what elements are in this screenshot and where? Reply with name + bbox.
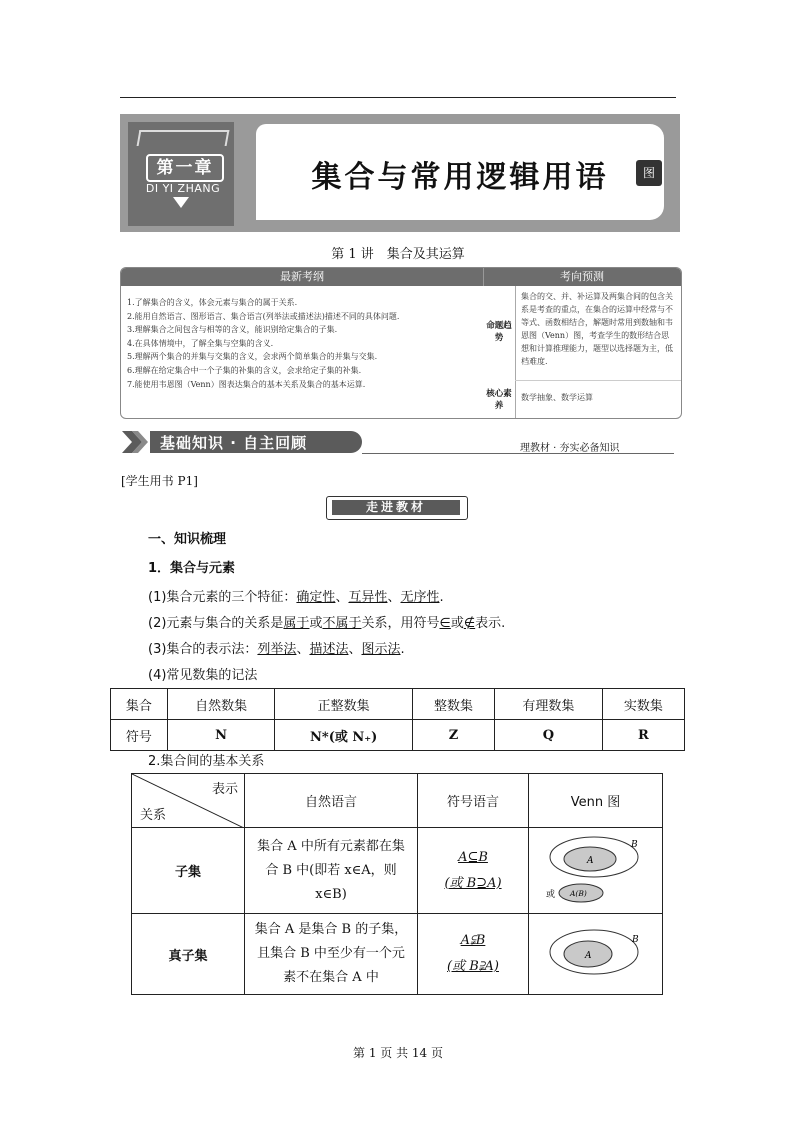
outline-item: 7.能使用韦恩图（Venn）图表达集合的基本关系及集合的基本运算. [127,379,366,389]
row-divider [515,380,681,381]
text: 、 [348,642,362,657]
desc-line: 且集合 B 中至少有一个元 [257,946,405,961]
text: . [439,590,444,605]
symbol-line: (或 B⊇A) [444,875,502,891]
section-title: 基础知识 · 自主回顾 [160,434,308,452]
table-row [132,774,663,828]
table-cell: 自然数集 [167,689,275,720]
symbol-line: A⊆B [458,849,488,865]
relation-description [245,828,418,914]
trend-text: 集合的交、并、补运算及两集合间的包含关系是考查的重点，在集合的运算中经常与不等式、函数相结合，解题时常用到数轴和韦恩图（Venn）图，考查学生的数形结合思想和计算推理能力，题型以选择题为主，低档难度. [521,292,673,366]
table-cell: 有理数集 [495,689,603,720]
table-row [111,689,685,720]
exam-forecast-header: 考向预测 [560,270,604,283]
exam-outline-header: 最新考纲 [280,270,324,283]
answer: 互异性 [348,590,388,605]
table-cell: 实数集 [602,689,684,720]
chapter-badge-pinyin: DI YI ZHANG [145,182,221,195]
table-cell: Q [495,720,603,751]
relation-description [245,914,418,995]
exam-info-table [120,267,682,419]
venn-label-b: B [630,839,638,850]
chapter-title: 集合与常用逻辑用语 [311,160,609,195]
symbol-line: (或 B⫌A) [447,959,499,974]
text: (3)集合的表示法： [148,642,258,657]
corner-cell [132,774,245,828]
outline-item: 4.在具体情境中，了解全集与空集的含义. [127,338,274,348]
relation-name: 子集 [132,828,245,914]
walk-label: 走进教材 [332,500,460,515]
table-cell: 正整数集 [275,689,412,720]
corner-bottom-label: 关系 [140,808,167,823]
table-header: 符号语言 [418,774,529,828]
core-label: 核心素养 [486,389,512,411]
table-row [132,828,663,914]
badge-ornament [137,130,230,146]
table-cell: R [602,720,684,751]
answer: ∉ [463,616,476,631]
venn-label-a: A [584,951,591,961]
outline-item: 2.能用自然语言、图形语言、集合语言(列举法或描述法)描述不同的具体问题. [127,311,400,321]
venn-cell [529,828,663,914]
text: 或 [450,616,464,631]
table-header: Venn 图 [529,774,663,828]
answer: 列举法 [257,642,297,657]
chevron-right-icon [122,431,148,453]
outline-item: 5.理解两个集合的并集与交集的含义，会求两个简单集合的并集与交集. [127,352,378,362]
text: . [400,642,405,657]
venn-proper-subset-diagram [536,922,656,982]
relation-symbol [418,828,529,914]
text: 、 [387,590,401,605]
outline-item: 6.理解在给定集合中一个子集的补集的含义，会求给定子集的补集. [127,365,362,375]
venn-subset-diagram [536,831,656,907]
table-cell: Z [412,720,494,751]
chapter-badge-label: 第一章 [146,154,224,182]
answer: 无序性 [400,590,440,605]
paragraph-properties [148,586,444,605]
answer: 确定性 [296,590,336,605]
section-subtitle: 理教材 · 夯实必备知识 [520,443,620,454]
venn-inner-label: A(B) [569,888,587,898]
table-cell: N*(或 N₊) [275,720,412,751]
outline-item: 1.了解集合的含义，体会元素与集合的属于关系. [127,298,298,307]
symbol-line: A⫋B [460,933,486,948]
table-row [132,914,663,995]
down-arrow-icon [173,197,189,208]
text: 、 [335,590,349,605]
header-divider [483,268,484,286]
heading-sets-elements: 1．集合与元素 [148,561,236,576]
corner-top-label: 表示 [211,782,238,797]
answer: ∈ [439,616,451,631]
text: 关系，用符号 [361,616,440,631]
desc-line: 合 B 中(即若 x∈A，则 [265,862,397,878]
text: (1)集合元素的三个特征： [148,590,297,605]
table-cell: 符号 [111,720,168,751]
top-rule [120,97,676,98]
answer: 不属于 [322,616,362,631]
trend-label: 命题趋势 [486,321,512,343]
table-cell: 集合 [111,689,168,720]
paragraph-membership [148,612,505,631]
relation-symbol [418,914,529,995]
section-rule [362,453,674,454]
text: 、 [296,642,310,657]
table-header: 自然语言 [245,774,418,828]
book-reference: [学生用书 P1] [121,474,198,488]
lecture-title: 第 1 讲 集合及其运算 [331,247,465,262]
text: (2)元素与集合的关系是 [148,616,284,631]
text: 或 [309,616,323,631]
paragraph-number-sets: (4)常见数集的记法 [148,668,258,683]
exam-outline-list [127,296,501,391]
heading-knowledge: 一、知识梳理 [148,532,227,547]
answer: 属于 [283,616,310,631]
chart-icon: 图 [636,160,662,186]
paragraph-representation [148,638,405,657]
column-divider [515,286,516,418]
venn-label-a: A [586,855,593,866]
desc-line: 集合 A 是集合 B 的子集， [254,922,408,937]
venn-cell [529,914,663,995]
desc-line: x∈B) [315,886,347,902]
answer: 图示法 [361,642,401,657]
table-cell: N [167,720,275,751]
table-cell: 整数集 [412,689,494,720]
text: 表示. [475,616,506,631]
desc-line: 素不在集合 A 中 [283,970,379,985]
desc-line: 集合 A 中所有元素都在集 [257,838,405,854]
answer: 描述法 [309,642,349,657]
table-row [111,720,685,751]
page-footer: 第 1 页 共 14 页 [353,1046,443,1060]
heading-relations: 2.集合间的基本关系 [148,754,265,769]
core-text: 数学抽象、数学运算 [521,393,593,402]
set-relations-table [131,773,663,995]
outline-item: 3.理解集合之间包含与相等的含义，能识别给定集合的子集. [127,325,338,335]
relation-name: 真子集 [132,914,245,995]
number-sets-table [110,688,685,751]
venn-label-b: B [631,935,639,945]
venn-or: 或 [545,889,555,900]
